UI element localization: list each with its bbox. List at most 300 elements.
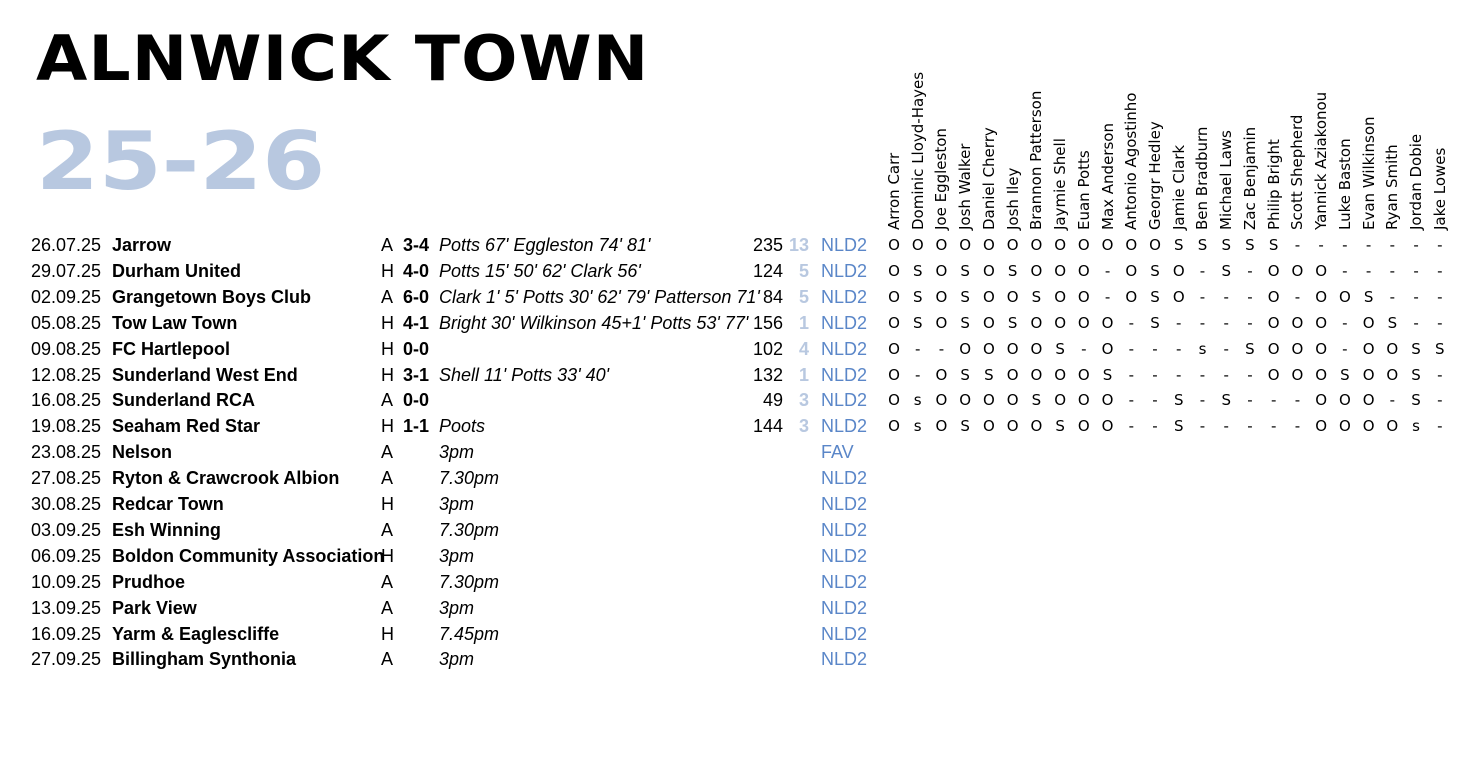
venue-indicator: A [381, 571, 394, 592]
appearance-mark: S [1221, 391, 1231, 410]
match-score: 3-4 [403, 235, 430, 255]
fixture-row [0, 310, 1478, 336]
appearance-mark: - [1128, 339, 1134, 358]
appearance-mark: O [1362, 313, 1375, 332]
match-details: 7.30pm [439, 519, 500, 540]
match-date: 26.07.25 [31, 235, 102, 255]
appearance-mark: - [1437, 261, 1443, 280]
appearance-mark: S [1173, 391, 1184, 410]
appearance-mark: O [1291, 339, 1304, 358]
appearance-mark: O [983, 391, 995, 410]
match-score: 6-0 [403, 286, 430, 307]
match-date: 03.09.25 [31, 519, 102, 540]
opponent-name: Ryton & Crawcrook Albion [112, 468, 340, 489]
appearance-mark: O [1030, 236, 1043, 254]
attendance: 49 [762, 390, 783, 411]
appearance-mark: O [1006, 287, 1019, 306]
attendance: 102 [752, 338, 783, 359]
match-details: Potts 67' Eggleston 74' 81' [439, 235, 651, 255]
appearance-mark: O [1362, 391, 1375, 410]
appearance-mark: O [1054, 365, 1067, 384]
appearance-mark: S [984, 365, 994, 384]
appearance-mark: S [1411, 391, 1421, 410]
match-date: 27.09.25 [31, 649, 102, 670]
competition-code: FAV [821, 442, 854, 463]
appearance-mark: - [1176, 313, 1182, 332]
appearance-mark: O [935, 236, 948, 254]
appearance-mark: - [1128, 313, 1134, 332]
appearance-mark: O [959, 236, 972, 254]
fixture-row [0, 284, 1478, 310]
player-name: Jamie Clark [1169, 144, 1188, 230]
appearance-mark: S [1197, 236, 1208, 254]
opponent-name: Grangetown Boys Club [112, 286, 312, 307]
league-position: 3 [798, 390, 809, 411]
appearance-mark: - [1199, 287, 1206, 306]
attendance: 235 [752, 235, 783, 255]
match-details: Shell 11' Potts 33' 40' [439, 364, 610, 385]
match-details: Potts 15' 50' 62' Clark 56' [439, 260, 641, 281]
competition-code: NLD2 [821, 260, 868, 281]
appearance-mark: - [1270, 417, 1277, 436]
appearance-mark: O [1291, 313, 1304, 332]
appearance-mark: S [1102, 365, 1113, 384]
player-name: Michael Laws [1217, 130, 1236, 230]
appearance-mark: - [1152, 339, 1158, 358]
appearance-mark: O [1386, 339, 1399, 358]
appearance-mark: O [959, 391, 972, 410]
player-name: Josh Walker [956, 143, 975, 230]
attendance: 132 [752, 364, 783, 385]
appearance-mark: O [1267, 261, 1280, 280]
appearance-mark: S [1150, 261, 1160, 280]
appearance-mark: S [960, 261, 970, 280]
match-date: 05.08.25 [31, 312, 102, 333]
appearance-mark: - [1413, 313, 1419, 332]
match-score: 0-0 [403, 390, 430, 411]
fixture-row [0, 387, 1478, 413]
appearance-mark: S [960, 365, 970, 384]
fixture-row [0, 258, 1478, 284]
player-name: Ben Bradburn [1193, 126, 1212, 230]
appearance-mark: - [1128, 365, 1134, 384]
match-date: 02.09.25 [31, 286, 102, 307]
opponent-name: Prudhoe [112, 571, 186, 592]
match-details: 7.45pm [439, 623, 500, 644]
competition-code: NLD2 [821, 623, 868, 644]
player-name: Zac Benjamin [1240, 126, 1259, 230]
league-position: 13 [788, 235, 809, 255]
appearance-mark: - [1413, 261, 1419, 280]
opponent-name: Seaham Red Star [112, 416, 261, 437]
match-details: 3pm [439, 597, 475, 618]
appearance-mark: - [1342, 313, 1348, 332]
fixture-row [0, 336, 1478, 362]
fixture-row [0, 543, 1478, 569]
appearance-mark: - [1342, 261, 1348, 280]
venue-indicator: H [381, 494, 394, 514]
venue-indicator: H [381, 364, 394, 385]
appearance-mark: O [935, 391, 948, 410]
appearance-mark: - [1413, 287, 1419, 306]
appearance-mark: O [1006, 236, 1019, 254]
appearance-mark: O [1101, 391, 1114, 410]
match-date: 12.08.25 [31, 364, 102, 385]
competition-code: NLD2 [821, 649, 868, 670]
appearance-mark: O [888, 313, 900, 332]
appearance-mark: O [1267, 365, 1280, 384]
appearance-mark: O [1362, 339, 1375, 358]
appearance-mark: - [1199, 261, 1206, 280]
match-details: 3pm [439, 442, 475, 463]
appearance-mark: O [1338, 287, 1351, 306]
fixture-row [0, 621, 1478, 647]
player-name: Jaymie Shell [1051, 138, 1070, 230]
appearance-mark: O [1101, 417, 1114, 436]
appearance-mark: - [1128, 391, 1134, 410]
appearance-mark: S [1245, 339, 1255, 358]
appearance-mark: - [1247, 365, 1253, 384]
match-details: Clark 1' 5' Potts 30' 62' 79' Patterson 71' [439, 286, 760, 307]
appearance-mark: O [1030, 417, 1043, 436]
appearance-mark: O [1315, 313, 1328, 332]
player-name: Evan Wilkinson [1359, 116, 1378, 230]
appearance-mark: - [1152, 365, 1158, 384]
fixture-row [0, 439, 1478, 465]
appearance-mark: O [1315, 417, 1328, 436]
appearance-mark: - [1176, 365, 1182, 384]
appearance-mark: O [1030, 339, 1043, 358]
appearance-mark: O [1315, 287, 1328, 306]
appearance-mark: s [1412, 417, 1420, 436]
league-position: 4 [798, 338, 809, 359]
appearance-mark: O [1054, 236, 1067, 254]
appearance-mark: - [1294, 236, 1301, 254]
appearance-mark: - [1223, 287, 1229, 306]
appearance-mark: O [1030, 365, 1043, 384]
match-date: 09.08.25 [31, 338, 102, 359]
fixture-row [0, 569, 1478, 595]
opponent-name: Sunderland West End [112, 364, 298, 385]
match-date: 29.07.25 [31, 260, 102, 281]
competition-code: NLD2 [821, 235, 868, 255]
opponent-name: Park View [112, 597, 197, 618]
player-name: Georgr Hedley [1146, 121, 1165, 230]
appearance-mark: - [1294, 287, 1301, 306]
competition-code: NLD2 [821, 545, 868, 566]
appearance-mark: O [1315, 339, 1328, 358]
appearance-mark: O [1054, 391, 1067, 410]
season-label: 25-26 [36, 115, 326, 208]
appearance-mark: - [1247, 261, 1253, 280]
appearance-mark: O [1291, 365, 1304, 384]
opponent-name: Redcar Town [112, 494, 224, 514]
appearance-mark: O [983, 287, 995, 306]
appearance-mark: - [1294, 391, 1301, 410]
competition-code: NLD2 [821, 416, 868, 437]
attendance: 156 [752, 312, 783, 333]
appearance-mark: - [938, 339, 945, 358]
competition-code: NLD2 [821, 364, 868, 385]
fixture-row [0, 232, 1478, 258]
venue-indicator: H [381, 545, 394, 566]
appearance-mark: S [1055, 417, 1065, 436]
appearance-mark: O [888, 365, 900, 384]
appearance-mark: O [888, 261, 900, 280]
appearance-mark: - [1437, 236, 1443, 254]
player-name: Scott Shepherd [1288, 114, 1307, 230]
match-date: 06.09.25 [31, 545, 102, 566]
league-position: 5 [798, 260, 809, 281]
venue-indicator: A [381, 649, 394, 670]
appearance-mark: O [888, 391, 900, 410]
opponent-name: Sunderland RCA [112, 390, 256, 411]
appearance-mark: O [935, 261, 948, 280]
appearance-mark: - [1152, 417, 1158, 436]
appearance-mark: S [912, 261, 923, 280]
appearance-mark: - [915, 339, 921, 358]
venue-indicator: A [381, 235, 394, 255]
venue-indicator: H [381, 312, 394, 333]
appearance-mark: S [1435, 339, 1445, 358]
match-score: 0-0 [403, 338, 430, 359]
venue-indicator: A [381, 597, 394, 618]
appearance-mark: O [983, 236, 995, 254]
appearance-mark: - [1342, 236, 1348, 254]
match-details: 3pm [439, 545, 475, 566]
appearance-mark: O [935, 313, 948, 332]
appearance-mark: S [1268, 236, 1279, 254]
fixture-row [0, 646, 1478, 672]
appearance-mark: - [1223, 365, 1229, 384]
match-details: 3pm [439, 649, 475, 670]
attendance: 124 [752, 260, 783, 281]
appearance-mark: O [1338, 391, 1351, 410]
appearance-mark: O [888, 417, 900, 436]
appearance-mark: O [1125, 236, 1138, 254]
appearance-mark: - [1223, 417, 1229, 436]
opponent-name: FC Hartlepool [112, 338, 231, 359]
player-name: Philip Bright [1264, 139, 1283, 230]
appearance-mark: O [1338, 417, 1351, 436]
appearance-mark: O [888, 287, 900, 306]
appearance-mark: O [959, 339, 972, 358]
appearance-mark: s [913, 417, 922, 436]
competition-code: NLD2 [821, 312, 868, 333]
appearance-mark: S [1031, 287, 1042, 306]
appearance-mark: S [1055, 339, 1065, 358]
appearance-mark: O [1386, 365, 1399, 384]
appearance-mark: - [1223, 339, 1229, 358]
appearance-mark: O [1362, 365, 1375, 384]
appearance-mark: - [1389, 287, 1396, 306]
appearance-mark: S [1411, 339, 1421, 358]
match-score: 4-0 [403, 260, 430, 281]
competition-code: NLD2 [821, 468, 868, 489]
appearance-mark: S [1221, 236, 1231, 254]
appearance-mark: s [913, 391, 922, 410]
appearance-mark: S [960, 313, 970, 332]
club-title: ALNWICK TOWN [36, 22, 650, 95]
appearance-mark: - [1437, 313, 1443, 332]
appearance-mark: O [1030, 313, 1043, 332]
appearance-mark: O [1077, 417, 1090, 436]
appearance-mark: S [1340, 365, 1350, 384]
appearance-mark: - [1318, 236, 1324, 254]
appearance-mark: - [1199, 365, 1206, 384]
venue-indicator: H [381, 416, 394, 437]
appearance-mark: S [1150, 313, 1160, 332]
appearance-mark: O [1267, 339, 1280, 358]
appearance-mark: - [1365, 236, 1372, 254]
appearance-mark: O [1267, 313, 1280, 332]
venue-indicator: A [381, 468, 394, 489]
match-details: Bright 30' Wilkinson 45+1' Potts 53' 77' [439, 312, 749, 333]
appearance-mark: - [1270, 391, 1277, 410]
competition-code: NLD2 [821, 571, 868, 592]
attendance: 84 [762, 286, 783, 307]
appearance-mark: - [1342, 339, 1348, 358]
league-position: 1 [798, 312, 809, 333]
match-date: 16.08.25 [31, 390, 102, 411]
appearance-mark: - [1389, 236, 1396, 254]
appearance-mark: - [1104, 287, 1111, 306]
match-date: 19.08.25 [31, 416, 102, 437]
match-details: Poots [439, 416, 486, 437]
match-date: 13.09.25 [31, 597, 102, 618]
league-position: 5 [798, 286, 809, 307]
appearance-mark: - [1389, 391, 1396, 410]
appearance-mark: S [1173, 417, 1184, 436]
appearance-mark: O [1172, 261, 1185, 280]
appearance-mark: O [1362, 417, 1375, 436]
fixture-row [0, 491, 1478, 517]
opponent-name: Jarrow [112, 235, 172, 255]
player-name: Ryan Smith [1383, 144, 1402, 230]
appearance-mark: O [935, 287, 948, 306]
match-details: 3pm [439, 494, 475, 514]
player-name: Josh Iley [1003, 167, 1022, 230]
appearance-mark: O [1006, 391, 1019, 410]
player-name: Arron Carr [885, 152, 903, 230]
appearance-mark: O [1077, 313, 1090, 332]
appearance-mark: - [1247, 417, 1253, 436]
opponent-name: Tow Law Town [112, 312, 238, 333]
appearance-mark: O [1101, 339, 1114, 358]
player-name: Max Anderson [1098, 123, 1117, 230]
appearance-mark: O [983, 313, 995, 332]
player-name: Brannon Patterson [1027, 90, 1046, 230]
appearance-mark: S [1007, 261, 1018, 280]
appearance-mark: - [1223, 313, 1229, 332]
appearance-mark: - [1199, 313, 1206, 332]
appearance-mark: O [888, 339, 900, 358]
appearance-mark: O [1267, 287, 1280, 306]
appearance-mark: O [1172, 287, 1185, 306]
player-name: Dominic Lloyd-Hayes [908, 71, 927, 230]
appearance-mark: O [1006, 365, 1019, 384]
match-details: 7.30pm [439, 571, 500, 592]
match-score: 4-1 [403, 312, 430, 333]
appearance-mark: O [1315, 391, 1328, 410]
opponent-name: Durham United [112, 260, 242, 281]
fixture-row [0, 413, 1478, 439]
league-position: 3 [798, 416, 809, 437]
opponent-name: Yarm & Eaglescliffe [112, 623, 280, 644]
venue-indicator: H [381, 260, 394, 281]
appearance-mark: - [1437, 287, 1443, 306]
venue-indicator: A [381, 519, 394, 540]
appearance-mark: O [1006, 417, 1019, 436]
appearance-mark: S [1031, 391, 1042, 410]
player-name: Luke Baston [1335, 138, 1354, 230]
venue-indicator: H [381, 623, 394, 644]
competition-code: NLD2 [821, 494, 868, 514]
competition-code: NLD2 [821, 390, 868, 411]
competition-code: NLD2 [821, 286, 868, 307]
venue-indicator: A [381, 442, 394, 463]
appearance-mark: - [1247, 391, 1253, 410]
appearance-mark: - [1365, 261, 1372, 280]
appearance-mark: - [1413, 236, 1419, 254]
venue-indicator: A [381, 286, 394, 307]
appearance-mark: O [935, 365, 948, 384]
appearance-mark: - [1294, 417, 1301, 436]
appearance-mark: O [935, 417, 948, 436]
appearance-mark: O [888, 236, 900, 254]
appearance-mark: - [1081, 339, 1087, 358]
appearance-mark: O [1006, 339, 1019, 358]
match-score: 1-1 [403, 416, 430, 437]
appearance-mark: O [1030, 261, 1043, 280]
appearance-mark: S [1387, 313, 1398, 332]
appearance-mark: O [1077, 287, 1090, 306]
player-name: Euan Potts [1074, 150, 1093, 230]
appearance-mark: - [1176, 339, 1182, 358]
match-date: 16.09.25 [31, 623, 102, 644]
appearance-mark: S [912, 287, 923, 306]
appearance-mark: O [1125, 287, 1138, 306]
appearance-mark: O [1101, 236, 1114, 254]
appearance-mark: O [1315, 261, 1328, 280]
appearance-mark: - [1128, 417, 1134, 436]
appearance-mark: O [1315, 365, 1328, 384]
appearance-mark: S [1173, 236, 1184, 254]
appearance-mark: - [1389, 261, 1396, 280]
appearance-mark: O [983, 261, 995, 280]
appearance-mark: O [1054, 287, 1067, 306]
appearance-mark: S [960, 417, 970, 436]
appearance-mark: O [1149, 236, 1161, 254]
opponent-name: Nelson [112, 442, 173, 463]
appearance-mark: O [911, 236, 924, 254]
opponent-name: Boldon Community Association [112, 545, 385, 566]
appearance-mark: S [1411, 365, 1421, 384]
match-date: 30.08.25 [31, 494, 102, 514]
player-name: Joe Eggleston [932, 128, 951, 230]
appearance-mark: S [1363, 287, 1374, 306]
venue-indicator: A [381, 390, 394, 411]
appearance-mark: O [1101, 313, 1114, 332]
fixture-row [0, 595, 1478, 621]
appearance-mark: - [1152, 391, 1158, 410]
appearance-mark: O [983, 417, 995, 436]
competition-code: NLD2 [821, 597, 868, 618]
appearance-mark: O [1291, 261, 1304, 280]
fixture-row [0, 517, 1478, 543]
opponent-name: Esh Winning [112, 519, 221, 540]
fixture-row [0, 465, 1478, 491]
